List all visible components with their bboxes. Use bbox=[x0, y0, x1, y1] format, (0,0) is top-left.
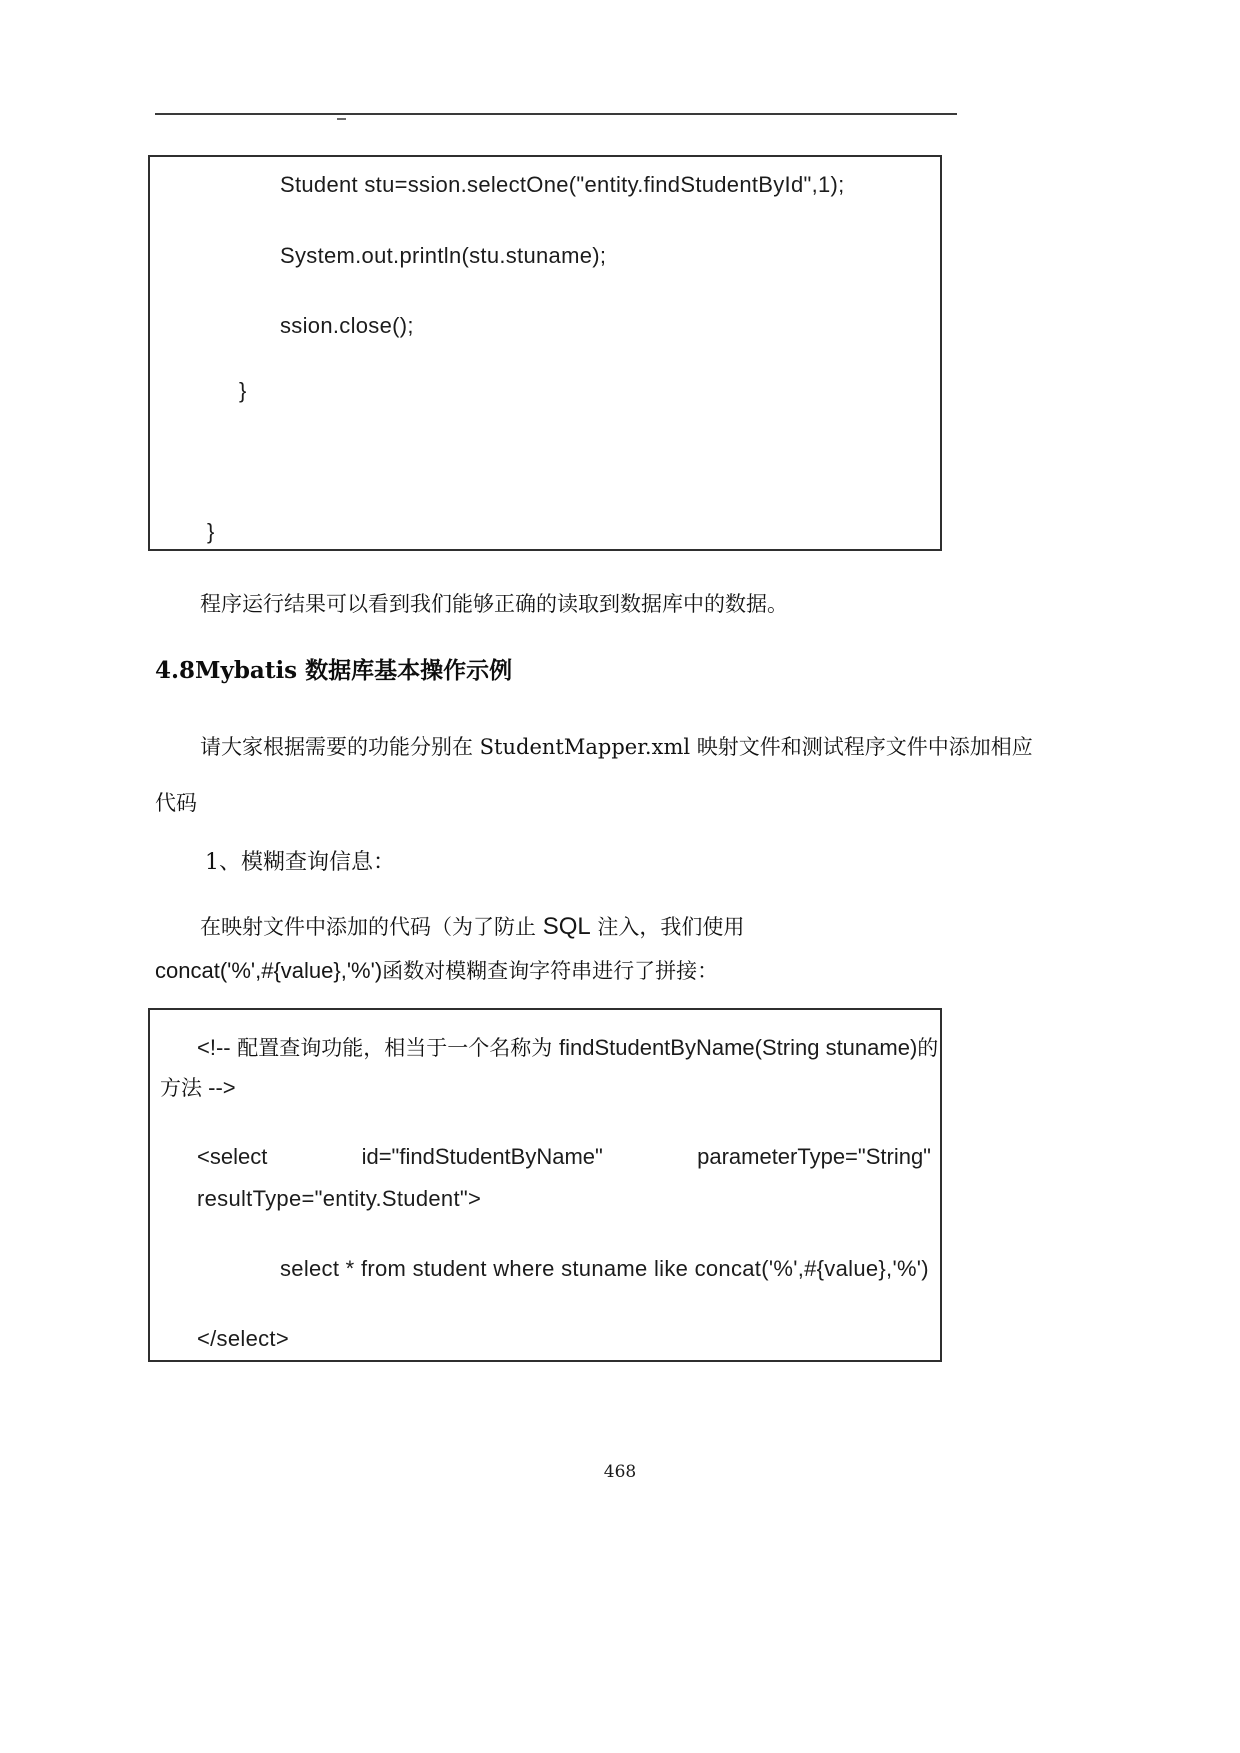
xml-comment-cn2: 的 bbox=[917, 1036, 939, 1060]
paragraph-run-result: 程序运行结果可以看到我们能够正确的读取到数据库中的数据。 bbox=[200, 592, 788, 616]
code-line-println: System.out.println(stu.stuname); bbox=[280, 243, 607, 268]
xml-select-close-line: </select> bbox=[197, 1326, 289, 1351]
xml-comment-open: <!-- bbox=[197, 1035, 231, 1060]
xml-select-tag: <select bbox=[197, 1144, 268, 1169]
page-number: 468 bbox=[603, 1462, 637, 1482]
code-line-close: ssion.close(); bbox=[280, 313, 414, 338]
header-divider bbox=[155, 113, 957, 115]
xml-comment-line2-cn: 方法 bbox=[160, 1076, 202, 1100]
xml-comment-line1 bbox=[197, 1032, 938, 1062]
xml-comment-line2 bbox=[160, 1072, 236, 1102]
xml-comment-close: --> bbox=[202, 1075, 236, 1100]
xml-select-parametertype-attr: parameterType="String" bbox=[697, 1144, 931, 1169]
paragraph-mapping-line2-suffix: 函数对模糊查询字符串进行了拼接： bbox=[382, 959, 719, 983]
java-code-block bbox=[148, 155, 942, 551]
xml-comment-method-signature: findStudentByName(String stuname) bbox=[558, 1035, 918, 1060]
xml-select-open-line bbox=[197, 1144, 931, 1170]
section-heading-4-8: 4.8Mybatis 数据库基本操作示例 bbox=[155, 657, 513, 684]
code-line-brace-inner: } bbox=[239, 378, 247, 403]
paragraph-mapping-line1-prefix: 在映射文件中添加的代码（为了防止 bbox=[200, 915, 543, 939]
paragraph-intro-line2: 代码 bbox=[155, 791, 197, 815]
code-line-brace-outer: } bbox=[207, 519, 215, 544]
paragraph-mapping-sql-term: SQL bbox=[542, 913, 591, 940]
paragraph-mapping-line2 bbox=[155, 955, 718, 985]
list-item-fuzzy-query: 1、模糊查询信息： bbox=[205, 850, 395, 875]
paragraph-intro-line1: 请大家根据需要的功能分别在 StudentMapper.xml 映射文件和测试程序文件中添加相应 bbox=[200, 735, 1033, 759]
paragraph-mapping-line1-suffix: 注入，我们使用 bbox=[590, 915, 745, 939]
xml-select-resulttype-line: resultType="entity.Student"> bbox=[197, 1186, 482, 1211]
code-line-selectone: Student stu=ssion.selectOne("entity.findStudentById",1); bbox=[280, 172, 845, 197]
header-divider-tick bbox=[337, 118, 346, 120]
paragraph-mapping-concat-code: concat('%',#{value},'%') bbox=[155, 958, 383, 983]
xml-code-block bbox=[148, 1008, 942, 1362]
paragraph-mapping-line1 bbox=[200, 911, 744, 941]
xml-comment-cn1: 配置查询功能，相当于一个名称为 bbox=[230, 1036, 559, 1060]
xml-sql-statement-line: select * from student where stuname like concat('%',#{value},'%') bbox=[280, 1256, 929, 1281]
xml-select-id-attr: id="findStudentByName" bbox=[361, 1144, 603, 1169]
